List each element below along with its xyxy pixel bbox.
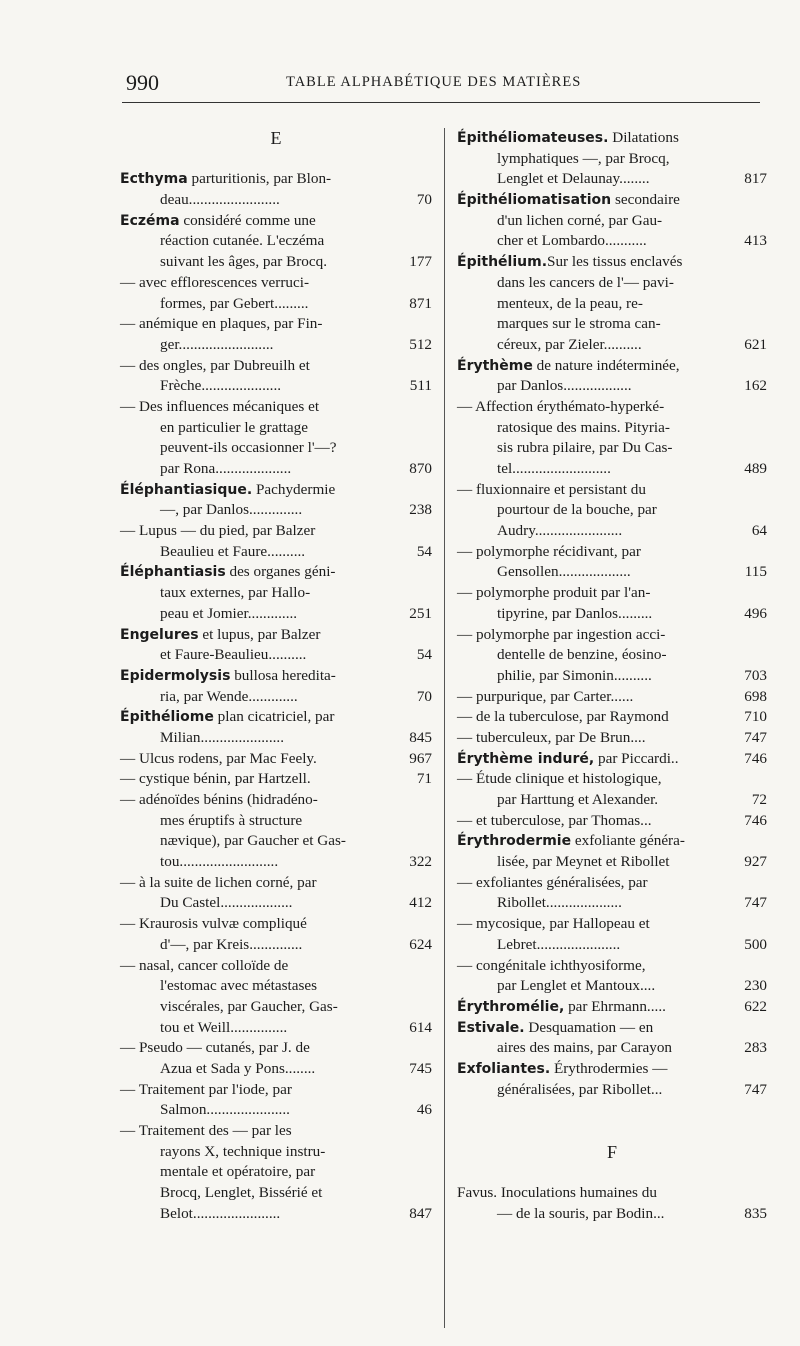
index-entry-line (120, 231, 432, 252)
page-reference: 512 (409, 335, 432, 353)
index-entry-line (457, 707, 767, 728)
entry-text: réaction cutanée. L'eczéma (160, 232, 325, 250)
entry-text: par Danlos.................. (497, 377, 632, 395)
page-reference: 238 (409, 501, 432, 519)
entry-text: Gensollen................... (497, 563, 631, 581)
index-entry-line (120, 294, 432, 315)
entry-text: Lenglet et Delaunay........ (497, 170, 650, 188)
entry-text: tou.......................... (160, 853, 279, 871)
page-reference: 622 (744, 997, 767, 1015)
page-reference: 703 (744, 666, 767, 684)
entry-text: Sur les tissus enclavés (547, 253, 683, 271)
index-entry-line (457, 294, 767, 315)
entry-text: généralisées, par Ribollet... (497, 1080, 663, 1098)
index-entry-line (457, 480, 767, 501)
entry-text: tou et Weill............... (160, 1018, 288, 1036)
index-entry-line (457, 666, 767, 687)
index-entry-line (457, 314, 767, 335)
index-entry-line (120, 873, 432, 894)
page-reference: 747 (744, 728, 767, 746)
index-entry-line (457, 397, 767, 418)
page-reference: 710 (744, 708, 767, 726)
index-entry (120, 169, 432, 190)
index-entry-line (457, 231, 767, 252)
entry-term: Épithélium. (457, 254, 548, 271)
entry-text: Salmon...................... (160, 1101, 290, 1119)
entry-text: Milian...................... (160, 728, 285, 746)
index-entry (457, 1018, 767, 1039)
index-entry-line (120, 1204, 432, 1225)
entry-term: Érythème (457, 357, 533, 374)
entry-term: Éléphantiasis (120, 564, 226, 581)
entry-text: mes éruptifs à structure (160, 811, 303, 829)
entry-text: ratosique des mains. Pityria- (497, 418, 670, 436)
entry-text: — purpurique, par Carter...... (457, 687, 634, 705)
entry-text: nævique), par Gaucher et Gas- (160, 832, 346, 850)
entry-text: — tuberculeux, par De Brun.... (457, 728, 646, 746)
entry-text: — nasal, cancer colloïde de (120, 956, 289, 974)
index-entry-line (457, 625, 767, 646)
index-entry-line (457, 1204, 767, 1225)
index-entry-line (120, 438, 432, 459)
entry-text: — Affection érythémato-hyperké- (457, 397, 665, 415)
entry-text: par Piccardi.. (594, 749, 679, 767)
entry-text: — Traitement des — par les (120, 1122, 292, 1139)
entry-text: suivant les âges, par Brocq. (160, 253, 328, 271)
entry-text: plan cicatriciel, par (213, 708, 335, 726)
page-reference: 70 (416, 191, 432, 209)
entry-text: — de la tuberculose, par Raymond (457, 708, 669, 726)
section-letter: E (270, 128, 282, 148)
entry-text: dans les cancers de l'— pavi- (497, 273, 674, 291)
entry-text: — à la suite de lichen corné, par (120, 873, 317, 891)
entry-text: et Faure-Beaulieu.......... (160, 646, 307, 664)
index-entry (120, 707, 432, 728)
entry-text: lisée, par Meynet et Ribollet (497, 853, 670, 871)
entry-term: Érythromélie, (457, 998, 565, 1015)
page-reference: 64 (751, 522, 767, 540)
entry-term: Exfoliantes. (457, 1060, 551, 1077)
entry-text: Dilatations (608, 129, 679, 146)
entry-text: — et tuberculose, par Thomas... (457, 811, 652, 829)
index-entry-line (457, 811, 767, 832)
running-title: TABLE ALPHABÉTIQUE DES MATIÈRES (286, 74, 582, 90)
entry-text: — exfoliantes généralisées, par (457, 873, 648, 891)
index-entry-line (457, 211, 767, 232)
entry-text: — Lupus — du pied, par Balzer (120, 522, 316, 540)
index-entry-line (120, 645, 432, 666)
index-entry-line (120, 583, 432, 604)
entry-text: considéré comme une (179, 211, 316, 229)
index-entry-line (457, 521, 767, 542)
entry-text: dentelle de benzine, éosino- (497, 646, 667, 664)
index-entry (457, 1059, 767, 1080)
index-entry-line (120, 604, 432, 625)
page-reference: 847 (409, 1204, 432, 1222)
entry-text: d'—, par Kreis.............. (160, 935, 303, 953)
entry-text: et lupus, par Balzer (198, 625, 321, 643)
page-reference: 412 (409, 894, 432, 912)
page-reference: 871 (409, 294, 432, 312)
entry-text: — polymorphe produit par l'an- (457, 584, 651, 602)
page-reference: 927 (744, 853, 767, 871)
index-entry-line (457, 583, 767, 604)
entry-text: bullosa heredita- (230, 666, 336, 684)
entry-text: — polymorphe récidivant, par (457, 542, 641, 560)
index-entry-line (120, 542, 432, 563)
index-entry-line (120, 1183, 432, 1204)
index-entry-line (457, 438, 767, 459)
entry-text: sis rubra pilaire, par Du Cas- (497, 439, 673, 457)
index-entry-line (457, 956, 767, 977)
index-entry-line (120, 1100, 432, 1121)
entry-text: —, par Danlos.............. (160, 501, 303, 519)
index-entry-line (457, 935, 767, 956)
entry-text: lymphatiques —, par Brocq, (497, 149, 670, 167)
entry-text: rayons X, technique instru- (160, 1142, 326, 1160)
page-reference: 46 (416, 1101, 432, 1119)
entry-text: deau........................ (160, 191, 280, 209)
page-reference: 746 (744, 749, 767, 767)
index-entry-line (120, 1142, 432, 1163)
page-reference: 845 (409, 728, 432, 746)
blank-line (457, 1121, 767, 1142)
page-reference: 115 (744, 563, 767, 581)
entry-text: — Ulcus rodens, par Mac Feely. (120, 749, 317, 767)
index-entry-line (120, 976, 432, 997)
index-entry-line (120, 1162, 432, 1183)
index-entry-line (120, 790, 432, 811)
index-entry-line (457, 604, 767, 625)
page-reference: 71 (416, 770, 432, 788)
entry-text: Érythrodermies — (550, 1059, 668, 1077)
index-entry (457, 252, 767, 273)
entry-text: Favus. Inoculations humaines du (457, 1184, 657, 1202)
page-reference: 967 (409, 749, 432, 767)
entry-term: Épithéliomateuses. (457, 130, 609, 146)
entry-text: l'estomac avec métastases (160, 977, 318, 995)
index-entry-line (457, 273, 767, 294)
entry-text: céreux, par Zieler.......... (497, 335, 642, 353)
index-entry-line (457, 769, 767, 790)
index-entry-line (457, 893, 767, 914)
entry-text: Desquamation — en (524, 1018, 654, 1036)
index-entry-line (120, 335, 432, 356)
entry-text: exfoliante généra- (571, 832, 685, 850)
index-entry-line (120, 687, 432, 708)
entry-text: — Des influences mécaniques et (120, 397, 320, 415)
index-entry-line (457, 790, 767, 811)
page-reference: 747 (744, 894, 767, 912)
index-entry-line (120, 376, 432, 397)
index-entry-line (457, 873, 767, 894)
index-entry-line (120, 314, 432, 335)
entry-text: peau et Jomier............. (160, 604, 298, 622)
entry-text: — de la souris, par Bodin... (497, 1204, 665, 1222)
entry-text: ger......................... (160, 335, 274, 353)
entry-term: Engelures (120, 626, 199, 643)
entry-text: Beaulieu et Faure.......... (160, 542, 306, 560)
index-entry-line (457, 169, 767, 190)
index-entry-line (457, 542, 767, 563)
entry-text: Du Castel................... (160, 894, 293, 912)
entry-term: Epidermolysis (120, 667, 231, 684)
index-entry (120, 666, 432, 687)
index-entry-line (120, 811, 432, 832)
index-entry-line (120, 852, 432, 873)
index-entry-line (120, 500, 432, 521)
index-entry-line (120, 893, 432, 914)
page-reference: 54 (416, 542, 432, 560)
entry-text: de nature indéterminée, (532, 356, 680, 374)
page-reference: 496 (744, 604, 767, 622)
entry-text: Azua et Sada y Pons........ (160, 1059, 316, 1077)
entry-text: viscérales, par Gaucher, Gas- (160, 997, 338, 1015)
entry-text: — Kraurosis vulvæ compliqué (120, 915, 307, 933)
index-entry-line (457, 418, 767, 439)
entry-text: — fluxionnaire et persistant du (457, 480, 646, 498)
entry-term: Estivale. (457, 1019, 525, 1036)
index-entry-line (120, 1121, 432, 1142)
page-reference: 413 (744, 232, 767, 250)
page-reference: 322 (409, 853, 432, 871)
index-entry-line (120, 997, 432, 1018)
entry-text: secondaire (611, 191, 680, 209)
page-reference: 870 (409, 460, 432, 477)
index-entry (120, 625, 432, 646)
right-column (457, 128, 767, 1224)
index-entry-line (457, 976, 767, 997)
index-entry (457, 128, 767, 149)
index-entry (457, 356, 767, 377)
page-reference: 54 (416, 646, 432, 664)
index-entry-line (120, 956, 432, 977)
index-entry-line (120, 831, 432, 852)
index-entry-line (120, 190, 432, 211)
blank-line (457, 1100, 767, 1121)
page-reference: 162 (744, 377, 767, 395)
index-entry-line (120, 521, 432, 542)
index-entry (457, 1183, 767, 1204)
index-entry-line (457, 914, 767, 935)
page-reference: 70 (416, 687, 432, 705)
entry-text: par Ehrmann..... (564, 997, 666, 1015)
index-entry-line (120, 914, 432, 935)
entry-text: — cystique bénin, par Hartzell. (120, 770, 311, 788)
entry-text: — avec efflorescences verruci- (120, 273, 310, 291)
entry-text: tel.......................... (497, 460, 611, 477)
entry-text: ria, par Wende............. (160, 687, 298, 705)
entry-term: Ecthyma (120, 171, 188, 188)
page-reference: 747 (744, 1080, 767, 1098)
index-entry (120, 211, 432, 232)
entry-text: Frèche..................... (160, 377, 282, 395)
index-entry-line (120, 252, 432, 273)
entry-term: Eczéma (120, 212, 180, 229)
entry-text: en particulier le grattage (160, 418, 308, 436)
index-entry-line (457, 728, 767, 749)
index-entry-line (120, 935, 432, 956)
entry-text: Audry....................... (497, 522, 623, 540)
index-entry (120, 480, 432, 501)
entry-text: philie, par Simonin.......... (497, 666, 652, 684)
index-entry-line (120, 749, 432, 770)
index-entry-line (120, 1018, 432, 1039)
page-reference: 817 (744, 170, 767, 188)
index-entry-line (457, 459, 767, 480)
left-column (120, 128, 432, 1224)
index-entry-line (120, 273, 432, 294)
index-entry-line (457, 687, 767, 708)
index-entry-line (120, 728, 432, 749)
entry-text: — anémique en plaques, par Fin- (120, 315, 323, 333)
page-number: 990 (126, 70, 159, 95)
index-entry-line (457, 149, 767, 170)
page-reference: 283 (744, 1039, 767, 1057)
page-reference: 230 (744, 977, 767, 995)
entry-text: mentale et opératoire, par (160, 1163, 316, 1181)
index-entry-line (120, 1080, 432, 1101)
index-entry (457, 190, 767, 211)
entry-text: Lebret...................... (497, 935, 621, 953)
page-reference: 251 (409, 604, 432, 622)
index-entry-line (457, 1080, 767, 1101)
entry-text: par Lenglet et Mantoux.... (497, 977, 656, 995)
index-entry-line (120, 1059, 432, 1080)
entry-text: pourtour de la bouche, par (497, 501, 657, 519)
index-entry-line (457, 376, 767, 397)
entry-text: — Pseudo — cutanés, par J. de (120, 1039, 310, 1057)
entry-text: par Rona.................... (160, 460, 292, 477)
entry-text: — Étude clinique et histologique, (457, 770, 662, 788)
entry-term: Épithéliome (120, 709, 214, 726)
entry-text: marques sur le stroma can- (497, 315, 661, 333)
entry-text: — polymorphe par ingestion acci- (457, 625, 666, 643)
entry-text: d'un lichen corné, par Gau- (497, 211, 663, 229)
entry-text: — des ongles, par Dubreuilh et (120, 356, 310, 374)
column-divider (444, 128, 445, 1328)
entry-term: Épithéliomatisation (457, 192, 612, 209)
entry-term: Érythème induré, (457, 750, 595, 767)
index-entry-line (457, 335, 767, 356)
index-entry-line (120, 459, 432, 480)
page-reference: 500 (744, 935, 767, 953)
index-entry (120, 562, 432, 583)
page-reference: 621 (744, 335, 767, 353)
index-entry-line (457, 1038, 767, 1059)
entry-text: Pachydermie (252, 480, 336, 498)
index-entry-line (120, 769, 432, 790)
page-reference: 746 (744, 811, 767, 829)
entry-text: taux externes, par Hallo- (160, 584, 311, 602)
page-header (118, 70, 758, 96)
index-entry-line (120, 397, 432, 418)
page-reference: 511 (409, 377, 432, 395)
entry-term: Érythrodermie (457, 833, 572, 850)
entry-text: — Traitement par l'iode, par (120, 1080, 292, 1098)
section-letter: F (606, 1141, 617, 1162)
index-entry-line (120, 356, 432, 377)
entry-text: des organes géni- (225, 563, 336, 581)
entry-text: Belot....................... (160, 1204, 281, 1222)
entry-term: Éléphantiasique. (120, 481, 253, 498)
index-entry-line (457, 852, 767, 873)
page-reference: 614 (409, 1018, 432, 1036)
blank-line (457, 1162, 767, 1183)
entry-text: — adénoïdes bénins (hidradéno- (120, 791, 318, 808)
page-reference: 835 (744, 1204, 767, 1222)
entry-text: — congénitale ichthyosiforme, (457, 956, 646, 974)
index-entry-line (457, 645, 767, 666)
page-reference: 745 (409, 1059, 432, 1077)
index-entry-line (457, 500, 767, 521)
index-entry (457, 831, 767, 852)
page-reference: 624 (409, 935, 432, 953)
entry-text: menteux, de la peau, re- (497, 294, 643, 312)
blank-line (120, 149, 432, 170)
entry-text: cher et Lombardo........... (497, 232, 647, 250)
page-reference: 698 (744, 687, 767, 705)
entry-text: par Harttung et Alexander. (497, 791, 659, 808)
header-rule (122, 102, 760, 103)
page-reference: 489 (744, 460, 767, 477)
page-reference: 177 (409, 253, 432, 271)
index-entry (457, 997, 767, 1018)
index-entry-line (457, 562, 767, 583)
entry-text: parturitionis, par Blon- (187, 170, 332, 188)
entry-text: Brocq, Lenglet, Bissérié et (160, 1184, 323, 1202)
entry-text: Ribollet.................... (497, 894, 622, 912)
index-entry (457, 749, 767, 770)
index-entry-line (120, 418, 432, 439)
page-reference: 72 (751, 791, 767, 808)
entry-text: aires des mains, par Carayon (497, 1039, 673, 1057)
entry-text: formes, par Gebert......... (160, 294, 309, 312)
entry-text: peuvent-ils occasionner l'—? (160, 439, 337, 457)
entry-text: tipyrine, par Danlos......... (497, 604, 653, 622)
entry-text: — mycosique, par Hallopeau et (457, 915, 650, 933)
index-entry-line (120, 1038, 432, 1059)
